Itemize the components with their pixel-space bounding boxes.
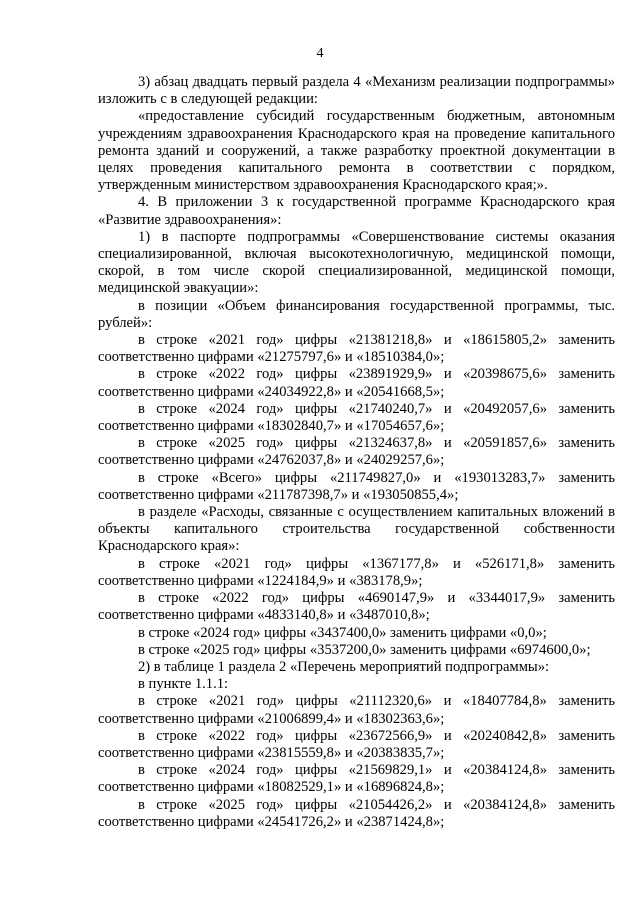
paragraph: в строке «2022 год» цифры «4690147,9» и «3344017,9» заменить соответственно цифрами «4833140,8» и «3487010,8»; [98, 590, 615, 624]
paragraph: 3) абзац двадцать первый раздела 4 «Механизм реализации подпрограммы» изложить с в следующей редакции: [98, 74, 615, 108]
paragraph: 4. В приложении 3 к государственной программе Краснодарского края «Развитие здравоохранения»: [98, 194, 615, 228]
paragraph: в строке «2024 год» цифры «21569829,1» и «20384124,8» заменить соответственно цифрами «18082529,1» и «16896824,8»; [98, 762, 615, 796]
paragraph: в строке «2021 год» цифры «21112320,6» и «18407784,8» заменить соответственно цифрами «21006899,4» и «18302363,6»; [98, 693, 615, 727]
paragraph: в строке «2025 год» цифры «21324637,8» и «20591857,6» заменить соответственно цифрами «24762037,8» и «24029257,6»; [98, 435, 615, 469]
paragraph: в пункте 1.1.1: [138, 676, 229, 693]
paragraph: в строке «2025 год» цифры «3537200,0» заменить цифрами «6974600,0»; [138, 641, 591, 658]
paragraph: в строке «2022 год» цифры «23672566,9» и «20240842,8» заменить соответственно цифрами «23815559,8» и «20383835,7»; [98, 727, 615, 761]
paragraph: в строке «2021 год» цифры «1367177,8» и «526171,8» заменить соответственно цифрами «1224184,9» и «383178,9»; [98, 555, 615, 589]
paragraph: в строке «2024 год» цифры «21740240,7» и «20492057,6» заменить соответственно цифрами «18302840,7» и «17054657,6»; [98, 400, 615, 435]
paragraph: в строке «2024 год» цифры «3437400,0» заменить цифрами «0,0»; [138, 624, 547, 641]
paragraph: в строке «2021 год» цифры «21381218,8» и «18615805,2» заменить соответственно цифрами «21275797,6» и «18510384,0»; [98, 332, 615, 366]
page-number: 4 [316, 46, 324, 61]
paragraph: в разделе «Расходы, связанные с осуществлением капитальных вложений в объекты капитального строительства государственной собственности Краснодарского края»: [98, 504, 615, 555]
paragraph: 1) в паспорте подпрограммы «Совершенствование системы оказания специализированной, включая высокотехнологичную, медицинской помощи, скорой, в том числе скорой специализированной, медицинской помощи, медицинской эвакуации»: [98, 228, 615, 297]
paragraph: 2) в таблице 1 раздела 2 «Перечень мероприятий подпрограммы»: [138, 658, 550, 675]
paragraph: в позиции «Объем финансирования государственной программы, тыс. рублей»: [98, 297, 615, 331]
paragraph: в строке «Всего» цифры «211749827,0» и «193013283,7» заменить соответственно цифрами «211787398,7» и «193050855,4»; [98, 469, 615, 503]
paragraph: в строке «2022 год» цифры «23891929,9» и «20398675,6» заменить соответственно цифрами «24034922,8» и «20541668,5»; [98, 366, 615, 400]
document-body [98, 74, 615, 831]
paragraph: «предоставление субсидий государственным бюджетным, автономным учреждениям здравоохранения Краснодарского края на проведение капитального ремонта зданий и сооружений, а также разработку проектной документации в целях проведения капитального ремонта в соответствии с порядком, утвержденным министерством здравоохранения Краснодарского края;». [98, 108, 615, 194]
paragraph: в строке «2025 год» цифры «21054426,2» и «20384124,8» заменить соответственно цифрами «24541726,2» и «23871424,8»; [98, 796, 615, 830]
